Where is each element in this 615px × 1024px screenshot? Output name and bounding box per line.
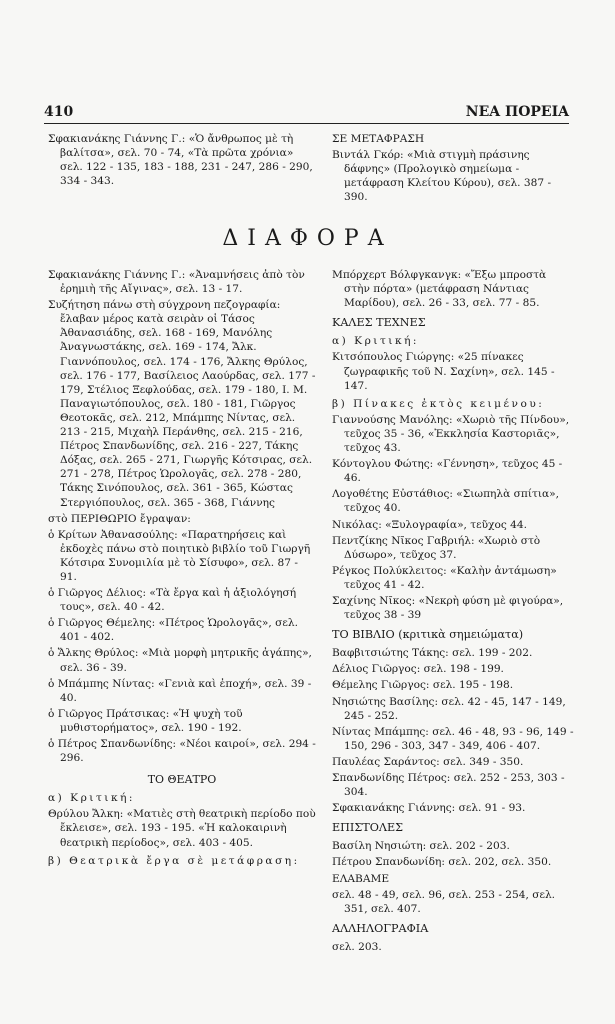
- index-entry: Νίντας Μπάμπης: σελ. 46 - 48, 93 - 96, 149 - 150, 296 - 303, 347 - 349, 406 - 407.: [332, 725, 574, 752]
- index-entry: Θρύλου Ἄλκη: «Ματιὲς στὴ θεατρικὴ περίοδο ποὺ ἔκλεισε», σελ. 193 - 195. «Ἡ καλοκαιρινὴ θεατρικὴ περίοδος», σελ. 403 - 405.: [48, 808, 316, 849]
- index-entry: Παυλέας Σαράντος: σελ. 349 - 350.: [332, 755, 524, 768]
- index-entry: Γιαννούσης Μανόλης: «Χωριὸ τῆς Πίνδου», τεῦχος 35 - 36, «Ἐκκλησία Καστοριᾶς», τεῦχος 43.: [332, 413, 570, 455]
- subsection-heading: α) Κριτική:: [48, 792, 136, 805]
- text-line: σελ. 203.: [332, 940, 382, 953]
- index-entry: Σφακιανάκης Γιάννης: σελ. 91 - 93.: [332, 802, 526, 815]
- index-entry: Μπόρχερτ Βόλφγκανγκ: «Ἔξω μπροστὰ στὴν πόρτα» (μετάφραση Νάντιας Μαρίδου), σελ. 26 - 33, σελ. 77 - 85.: [332, 269, 547, 310]
- index-entry: Βιντάλ Γκόρ: «Μιὰ στιγμὴ πράσινης δάφνης» (Προλογικὸ σημείωμα - μετάφραση Κλείτου Κύρου), σελ. 387 - 390.: [332, 149, 552, 204]
- top-right-column: [332, 132, 574, 206]
- index-entry: ὁ Πέτρος Σπανδωνίδης: «Νέοι καιροί», σελ. 294 - 296.: [48, 738, 316, 765]
- index-entry: Σφακιανάκης Γιάννης Γ.: «Ὁ ἄνθρωπος μὲ τὴ βαλίτσα», σελ. 70 - 74, «Τὰ πρῶτα χρόνια» σελ. 122 - 135, 183 - 188, 231 - 247, 286 - 290, 334 - 343.: [48, 133, 313, 188]
- index-entry: ὁ Ἄλκης Θρύλος: «Μιὰ μορφὴ μητρικῆς ἀγάπης», σελ. 36 - 39.: [48, 647, 312, 674]
- section-heading: ΑΛΛΗΛΟΓΡΑΦΙΑ: [332, 921, 429, 935]
- index-entry: ὁ Γιῶργος Δέλιος: «Τὰ ἔργα καὶ ἡ ἀξιολόγησή τους», σελ. 40 - 42.: [48, 587, 297, 614]
- index-entry: ὁ Μπάμπης Νίντας: «Γενιὰ καὶ ἐποχή», σελ. 39 - 40.: [48, 677, 312, 704]
- page-number: 410: [44, 104, 74, 120]
- index-entry: ὁ Γιῶργος Θέμελης: «Πέτρος Ὡρολογᾶς», σελ. 401 - 402.: [48, 617, 298, 644]
- index-entry: Σπανδωνίδης Πέτρος: σελ. 252 - 253, 303 - 304.: [332, 772, 565, 799]
- left-column: [48, 268, 316, 870]
- index-entry: Συζήτηση πάνω στὴ σύγχρονη πεζογραφία: ἔλαβαν μέρος κατὰ σειρὰν οἱ Τάσος Ἀθανασιάδης, σελ. 168 - 169, Μανόλης Ἀναγνωστάκης, σελ. 169 - 174, Ἄλκ. Γιαννόπουλος, σελ. 174 - 176, Ἄλκης Θρύλος, σελ. 176 - 177, Βασίλειος Λαούρδας, σελ. 177 - 179, Στέλιος Ξεφλούδας, σελ. 179 - 180, Ι. Μ. Παναγιωτόπουλος, σελ. 180 - 181, Γιῶργος Θεοτοκᾶς, σελ. 212, Μπάμπης Νίντας, σελ. 213 - 215, Μιχαὴλ Περάνθης, σελ. 215 - 216, Πέτρος Σπανδωνίδης, σελ. 216 - 227, Τάκης Δόξας, σελ. 265 - 271, Γιωργῆς Κότσιρας, σελ. 271 - 278, Πέτρος Ὡρολογᾶς, σελ. 278 - 280, Τάκης Σινόπουλος, σελ. 361 - 365, Κώστας Στεργιόπουλος, σελ. 365 - 368, Γιάννης: [48, 299, 316, 509]
- index-entry: Πεντζίκης Νῖκος Γαβριήλ: «Χωριὸ στὸ Δύσωρο», τεῦχος 37.: [332, 534, 541, 561]
- index-entry: Λογοθέτης Εὐστάθιος: «Σιωπηλὰ σπίτια», τεῦχος 40.: [332, 488, 559, 515]
- index-entry: Κόντογλου Φώτης: «Γέννηση», τεῦχος 45 - 46.: [332, 458, 563, 485]
- section-heading: ΕΠΙΣΤΟΛΕΣ: [332, 821, 404, 835]
- journal-title: ΝΕΑ ΠΟΡΕΙΑ: [465, 104, 569, 120]
- index-entry: Νησιώτης Βασίλης: σελ. 42 - 45, 147 - 149, 245 - 252.: [332, 695, 566, 722]
- index-entry: Σφακιανάκης Γιάννης Γ.: «Ἀναμνήσεις ἀπὸ τὸν ἐρημιὴ τῆς Αἴγινας», σελ. 13 - 17.: [48, 269, 305, 296]
- text-line: ΕΛΑΒΑΜΕ: [332, 872, 390, 885]
- index-entry: ὁ Γιῶργος Πράτσικας: «Ἡ ψυχὴ τοῦ μυθιστορήματος», σελ. 190 - 192.: [48, 707, 243, 734]
- index-entry: Βασίλη Νησιώτη: σελ. 202 - 203.: [332, 840, 510, 853]
- text-line: στὸ ΠΕΡΙΘΩΡΙΟ ἔγραψαν:: [48, 512, 191, 525]
- index-entry: Πέτρου Σπανδωνίδη: σελ. 202, σελ. 350.: [332, 856, 552, 869]
- subsection-heading: α) Κριτική:: [332, 335, 420, 348]
- section-heading: ΤΟ ΒΙΒΛΙΟ (κριτικὰ σημειώματα): [332, 628, 524, 642]
- index-entry: Βαφβιτσιώτης Τάκης: σελ. 199 - 202.: [332, 647, 533, 660]
- index-entry: Δέλιος Γιῶργος: σελ. 198 - 199.: [332, 663, 504, 676]
- subsection-heading: β) Θεατρικὰ ἔργα σὲ μετάφραση:: [48, 854, 300, 867]
- header-rule: [44, 123, 569, 124]
- top-left-column: [48, 132, 316, 190]
- index-entry: Ρέγκος Πολύκλειτος: «Καλὴν ἀντάμωση» τεῦχος 41 - 42.: [332, 564, 557, 591]
- index-entry: Κιτσόπουλος Γιώργης: «25 πίνακες ζωγραφικῆς τοῦ Ν. Σαχίνη», σελ. 145 - 147.: [332, 351, 555, 392]
- index-entry: Θέμελης Γιῶργος: σελ. 195 - 198.: [332, 679, 514, 692]
- index-entry: Σαχίνης Νῖκος: «Νεκρὴ φύση μὲ φιγούρα», τεῦχος 38 - 39: [332, 594, 564, 622]
- section-heading: ΤΟ ΘΕΑΤΡΟ: [147, 773, 217, 787]
- subsection-heading: β) Πίνακες ἐκτὸς κειμένου:: [332, 397, 545, 410]
- section-heading: ΚΑΛΕΣ ΤΕΧΝΕΣ: [332, 316, 426, 330]
- index-entry: Νικόλας: «Ξυλογραφία», τεῦχος 44.: [332, 518, 528, 531]
- section-title: ΔΙΑΦΟΡΑ: [222, 226, 393, 251]
- right-column: [332, 268, 574, 956]
- index-entry: ὁ Κρίτων Ἀθανασούλης: «Παρατηρήσεις καὶ ἐκδοχὲς πάνω στὸ ποιητικὸ βιβλίο τοῦ Γιωργῆ Κότσιρα Συνομιλία μὲ τὸ Σίσυφο», σελ. 87 - 91.: [48, 528, 311, 583]
- section-heading: ΣΕ ΜΕΤΑΦΡΑΣΗ: [332, 133, 425, 145]
- index-entry: σελ. 48 - 49, σελ. 96, σελ. 253 - 254, σελ. 351, σελ. 407.: [332, 888, 556, 915]
